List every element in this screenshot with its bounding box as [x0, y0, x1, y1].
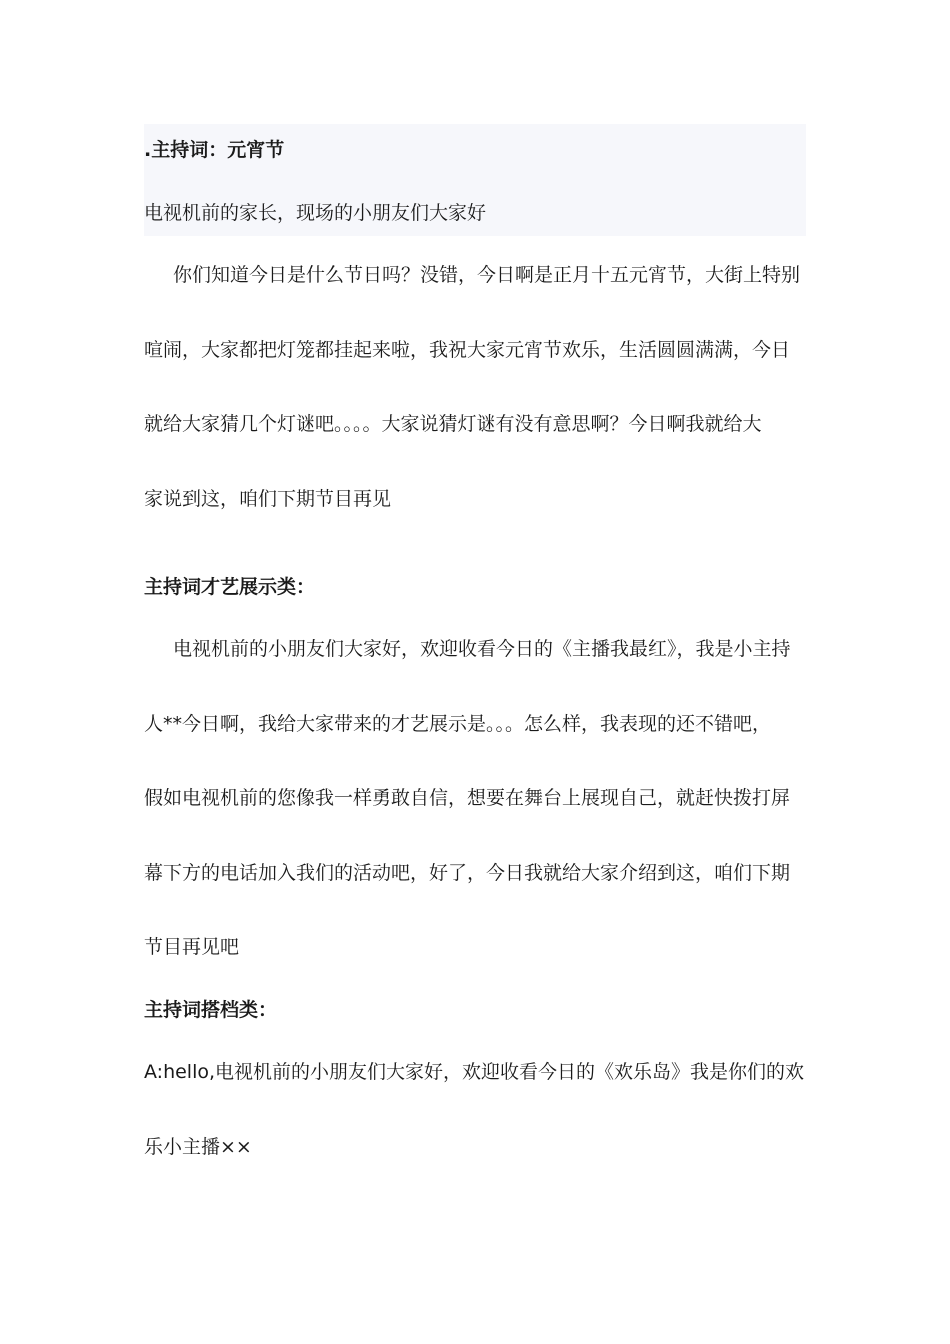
paragraph-line: 人**今日啊，我给大家带来的才艺展示是。。。怎么样，我表现的还不错吧， [144, 713, 772, 735]
paragraph-line: 电视机前的小朋友们大家好，欢迎收看今日的《主播我最红》，我是小主持 [173, 638, 791, 660]
paragraph-line: 假如电视机前的您像我一样勇敢自信，想要在舞台上展现自己，就赶快拨打屏 [144, 787, 791, 809]
paragraph-line: 节目再见吧 [144, 936, 240, 958]
section-heading-partner: 主持词搭档类： [144, 999, 278, 1021]
paragraph-line: 幕下方的电话加入我们的活动吧，好了，今日我就给大家介绍到这，咱们下期 [144, 862, 791, 884]
paragraph-line: 乐小主播×× [144, 1136, 252, 1158]
paragraph-line: 喧闹，大家都把灯笼都挂起来啦，我祝大家元宵节欢乐，生活圆圆满满，今日 [144, 339, 791, 361]
section-heading-lantern-festival: .主持词：元宵节 [144, 139, 285, 161]
paragraph-line: 家说到这，咱们下期节目再见 [144, 488, 392, 510]
paragraph-line: 你们知道今日是什么节日吗？没错，今日啊是正月十五元宵节，大街上特别 [173, 264, 801, 286]
greeting-line: 电视机前的家长，现场的小朋友们大家好 [144, 202, 487, 224]
paragraph-line: 就给大家猜几个灯谜吧。。。。大家说猜灯谜有没有意思啊？今日啊我就给大 [144, 413, 762, 435]
section-heading-talent-show: 主持词才艺展示类： [144, 576, 316, 598]
paragraph-line: A:hello,电视机前的小朋友们大家好，欢迎收看今日的《欢乐岛》我是你们的欢 [144, 1061, 805, 1083]
